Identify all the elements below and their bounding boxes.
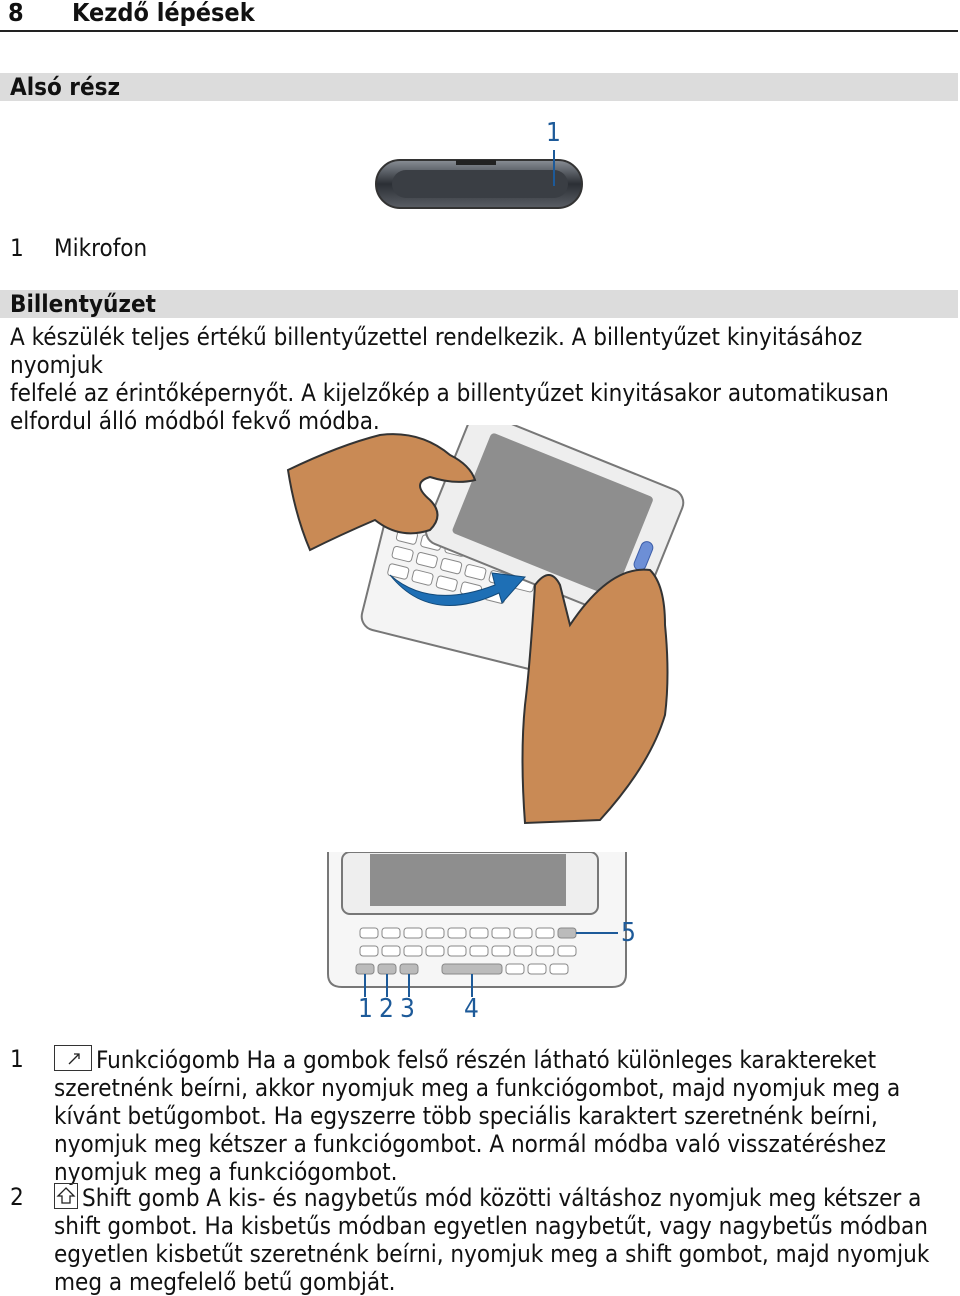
shift-key-icon xyxy=(54,1183,78,1209)
intro-line: elfordul álló módból fekvő módba. xyxy=(10,407,380,435)
list-item-shift-key xyxy=(54,1183,949,1296)
item-text-line: Shift gomb A kis- és nagybetűs mód közötti váltáshoz nyomjuk meg kétszer a xyxy=(82,1184,922,1212)
item-text-line: kívánt betűgombot. Ha egyszerre több speciális karaktert szeretnénk beírni, xyxy=(54,1102,878,1130)
bottom-callout-1: 1 xyxy=(546,118,561,148)
item-text-line: szeretnénk beírni, akkor nyomjuk meg a funkciógombot, majd nyomjuk meg a xyxy=(54,1074,901,1102)
intro-line: A készülék teljes értékű billentyűzettel rendelkezik. A billentyűzet kinyitásához nyomjuk xyxy=(10,323,863,379)
section-heading-bottom: Alsó rész xyxy=(0,73,958,101)
item-number: 2 xyxy=(10,1183,24,1211)
hands-opening-keyboard-illustration xyxy=(280,425,700,825)
keyboard-intro xyxy=(10,323,950,435)
page-number: 8 xyxy=(8,0,24,27)
list-item-function-key xyxy=(54,1045,949,1186)
keyboard-callout-5: 5 xyxy=(621,918,636,948)
keyboard-callout-1: 1 xyxy=(358,994,373,1024)
function-key-icon xyxy=(54,1045,92,1071)
item-number: 1 xyxy=(10,234,24,262)
chapter-title: Kezdő lépések xyxy=(72,0,255,27)
item-label-microphone: Mikrofon xyxy=(54,234,148,262)
item-number: 1 xyxy=(10,1045,24,1073)
keyboard-callout-2: 2 xyxy=(379,994,394,1024)
intro-line: felfelé az érintőképernyőt. A kijelzőkép a billentyűzet kinyitásakor automatikusan xyxy=(10,379,889,407)
item-text-line: egyetlen kisbetűt szeretnénk beírni, nyomjuk meg a shift gombot, majd nyomjuk xyxy=(54,1240,930,1268)
item-text-line: nyomjuk meg kétszer a funkciógombot. A normál módba való visszatéréshez xyxy=(54,1130,886,1158)
item-text-line: shift gombot. Ha kisbetűs módban egyetlen nagybetűt, vagy nagybetűs módban xyxy=(54,1212,928,1240)
section-heading-keyboard: Billentyűzet xyxy=(0,290,958,318)
keyboard-callout-3: 3 xyxy=(400,994,415,1024)
keyboard-callout-4: 4 xyxy=(464,994,479,1024)
phone-bottom-illustration xyxy=(370,150,590,212)
page-header xyxy=(0,0,958,32)
open-phone-keyboard-illustration xyxy=(320,852,650,997)
item-text-line: nyomjuk meg a funkciógombot. xyxy=(54,1158,398,1186)
item-text-line: Funkciógomb Ha a gombok felső részén látható különleges karaktereket xyxy=(96,1046,877,1074)
item-text-line: meg a megfelelő betű gombját. xyxy=(54,1268,396,1296)
